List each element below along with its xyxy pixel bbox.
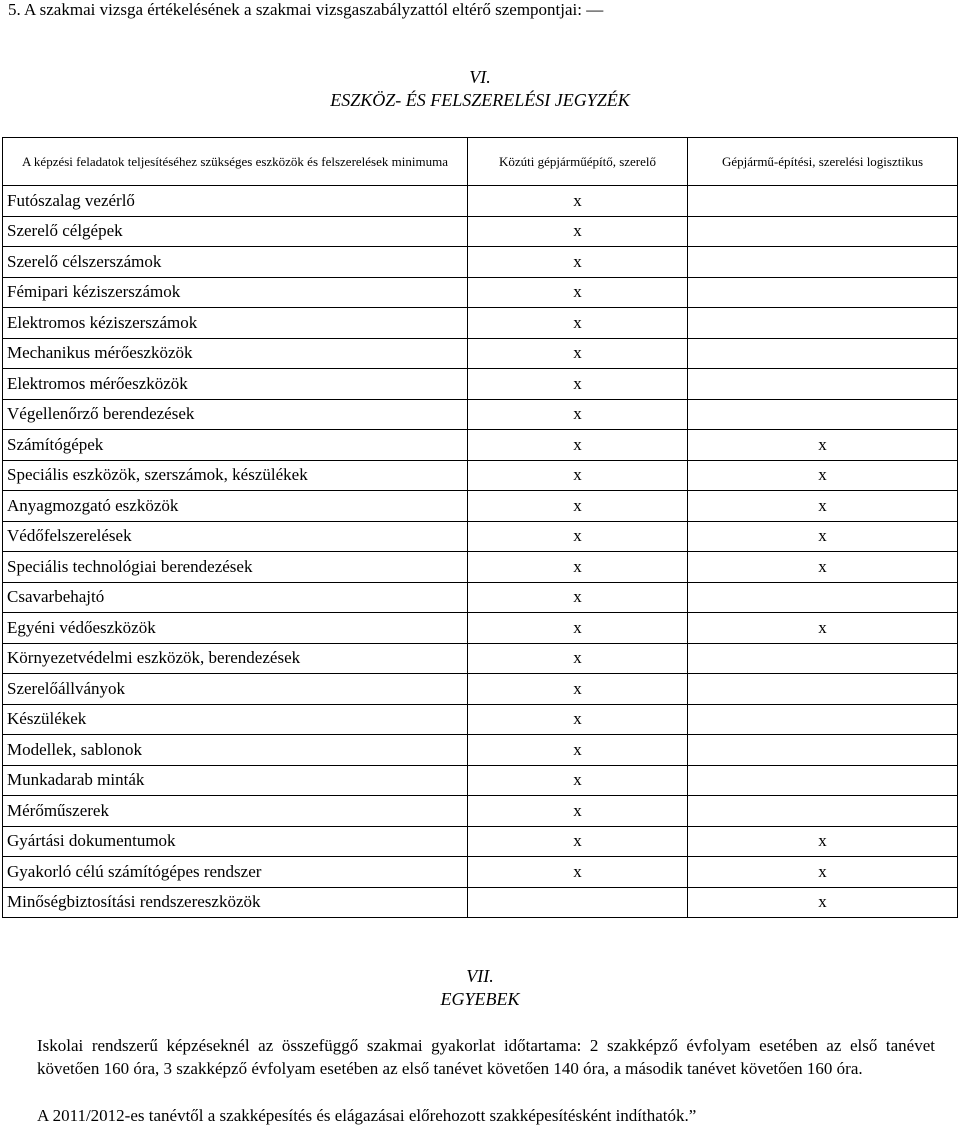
equipment-name-cell: Speciális technológiai berendezések	[3, 552, 468, 583]
logistics-mark: x	[688, 521, 958, 552]
vehicle-builder-mark: x	[468, 277, 688, 308]
logistics-mark: x	[688, 460, 958, 491]
equipment-name-cell: Szerelőállványok	[3, 674, 468, 705]
table-row	[3, 308, 958, 339]
early-start-paragraph: A 2011/2012-es tanévtől a szakképesítés és elágazásai előrehozott szakképesítésként indíthatók.”	[37, 1106, 697, 1125]
equipment-name-cell: Elektromos mérőeszközök	[3, 369, 468, 400]
vehicle-builder-mark: x	[468, 216, 688, 247]
vehicle-builder-mark: x	[468, 765, 688, 796]
table-row	[3, 765, 958, 796]
vehicle-builder-mark: x	[468, 735, 688, 766]
header-vehicle-builder: Közúti gépjárműépítő, szerelő	[468, 138, 688, 186]
logistics-mark	[688, 216, 958, 247]
equipment-name-cell: Csavarbehajtó	[3, 582, 468, 613]
vehicle-builder-mark: x	[468, 399, 688, 430]
equipment-name-cell: Gyakorló célú számítógépes rendszer	[3, 857, 468, 888]
logistics-mark	[688, 765, 958, 796]
logistics-mark	[688, 643, 958, 674]
table-row	[3, 704, 958, 735]
vehicle-builder-mark: x	[468, 857, 688, 888]
section-7-number: VII.	[466, 966, 494, 986]
logistics-mark	[688, 674, 958, 705]
vehicle-builder-mark: x	[468, 186, 688, 217]
logistics-mark	[688, 735, 958, 766]
logistics-mark: x	[688, 430, 958, 461]
equipment-name-cell: Futószalag vezérlő	[3, 186, 468, 217]
section-6-title: ESZKÖZ- ÉS FELSZERELÉSI JEGYZÉK	[330, 90, 630, 110]
table-row	[3, 643, 958, 674]
equipment-table	[2, 137, 958, 918]
table-row	[3, 857, 958, 888]
section-6-number: VI.	[469, 67, 491, 87]
vehicle-builder-mark: x	[468, 247, 688, 278]
equipment-name-cell: Szerelő célszerszámok	[3, 247, 468, 278]
vehicle-builder-mark: x	[468, 704, 688, 735]
equipment-name-cell: Minőségbiztosítási rendszereszközök	[3, 887, 468, 918]
equipment-name-cell: Gyártási dokumentumok	[3, 826, 468, 857]
vehicle-builder-mark: x	[468, 643, 688, 674]
logistics-mark: x	[688, 491, 958, 522]
logistics-mark: x	[688, 887, 958, 918]
equipment-name-cell: Munkadarab minták	[3, 765, 468, 796]
table-row	[3, 430, 958, 461]
logistics-mark: x	[688, 552, 958, 583]
table-row	[3, 399, 958, 430]
vehicle-builder-mark: x	[468, 491, 688, 522]
table-row	[3, 613, 958, 644]
equipment-name-cell: Készülékek	[3, 704, 468, 735]
vehicle-builder-mark: x	[468, 613, 688, 644]
vehicle-builder-mark: x	[468, 308, 688, 339]
section-5-line: 5. A szakmai vizsga értékelésének a szakmai vizsgaszabályzattól eltérő szempontjai: —	[8, 0, 604, 19]
table-row	[3, 369, 958, 400]
table-row	[3, 491, 958, 522]
table-row	[3, 582, 958, 613]
equipment-name-cell: Környezetvédelmi eszközök, berendezések	[3, 643, 468, 674]
table-row	[3, 674, 958, 705]
practice-duration-paragraph: Iskolai rendszerű képzéseknél az összefüggő szakmai gyakorlat időtartama: 2 szakképző évfolyam esetében az első tanévet követően 160 óra, 3 szakképző évfolyam esetében az első tanévet követően 140 óra, a második tanévet követően 160 óra.	[37, 1036, 935, 1078]
table-row	[3, 887, 958, 918]
vehicle-builder-mark: x	[468, 338, 688, 369]
table-row	[3, 216, 958, 247]
logistics-mark	[688, 704, 958, 735]
header-equipment: A képzési feladatok teljesítéséhez szükséges eszközök és felszerelések minimuma	[3, 138, 468, 186]
logistics-mark	[688, 338, 958, 369]
logistics-mark	[688, 796, 958, 827]
logistics-mark	[688, 582, 958, 613]
equipment-name-cell: Számítógépek	[3, 430, 468, 461]
logistics-mark: x	[688, 857, 958, 888]
equipment-name-cell: Mechanikus mérőeszközök	[3, 338, 468, 369]
equipment-name-cell: Speciális eszközök, szerszámok, készülékek	[3, 460, 468, 491]
vehicle-builder-mark: x	[468, 674, 688, 705]
vehicle-builder-mark	[468, 887, 688, 918]
logistics-mark	[688, 186, 958, 217]
logistics-mark: x	[688, 826, 958, 857]
equipment-name-cell: Egyéni védőeszközök	[3, 613, 468, 644]
equipment-name-cell: Védőfelszerelések	[3, 521, 468, 552]
equipment-name-cell: Elektromos kéziszerszámok	[3, 308, 468, 339]
table-row	[3, 552, 958, 583]
table-row	[3, 247, 958, 278]
logistics-mark	[688, 308, 958, 339]
vehicle-builder-mark: x	[468, 430, 688, 461]
vehicle-builder-mark: x	[468, 826, 688, 857]
vehicle-builder-mark: x	[468, 582, 688, 613]
vehicle-builder-mark: x	[468, 521, 688, 552]
table-row	[3, 735, 958, 766]
section-7-title: EGYEBEK	[440, 989, 520, 1009]
logistics-mark	[688, 399, 958, 430]
logistics-mark	[688, 277, 958, 308]
table-row	[3, 521, 958, 552]
header-logistics: Gépjármű-építési, szerelési logisztikus	[688, 138, 958, 186]
equipment-name-cell: Fémipari kéziszerszámok	[3, 277, 468, 308]
table-row	[3, 460, 958, 491]
equipment-name-cell: Anyagmozgató eszközök	[3, 491, 468, 522]
table-row	[3, 277, 958, 308]
table-row	[3, 338, 958, 369]
vehicle-builder-mark: x	[468, 369, 688, 400]
vehicle-builder-mark: x	[468, 552, 688, 583]
vehicle-builder-mark: x	[468, 796, 688, 827]
table-row	[3, 186, 958, 217]
equipment-name-cell: Végellenőrző berendezések	[3, 399, 468, 430]
vehicle-builder-mark: x	[468, 460, 688, 491]
logistics-mark	[688, 247, 958, 278]
equipment-name-cell: Mérőműszerek	[3, 796, 468, 827]
table-row	[3, 796, 958, 827]
table-header-row	[3, 138, 958, 186]
equipment-name-cell: Modellek, sablonok	[3, 735, 468, 766]
equipment-name-cell: Szerelő célgépek	[3, 216, 468, 247]
table-row	[3, 826, 958, 857]
logistics-mark: x	[688, 613, 958, 644]
logistics-mark	[688, 369, 958, 400]
